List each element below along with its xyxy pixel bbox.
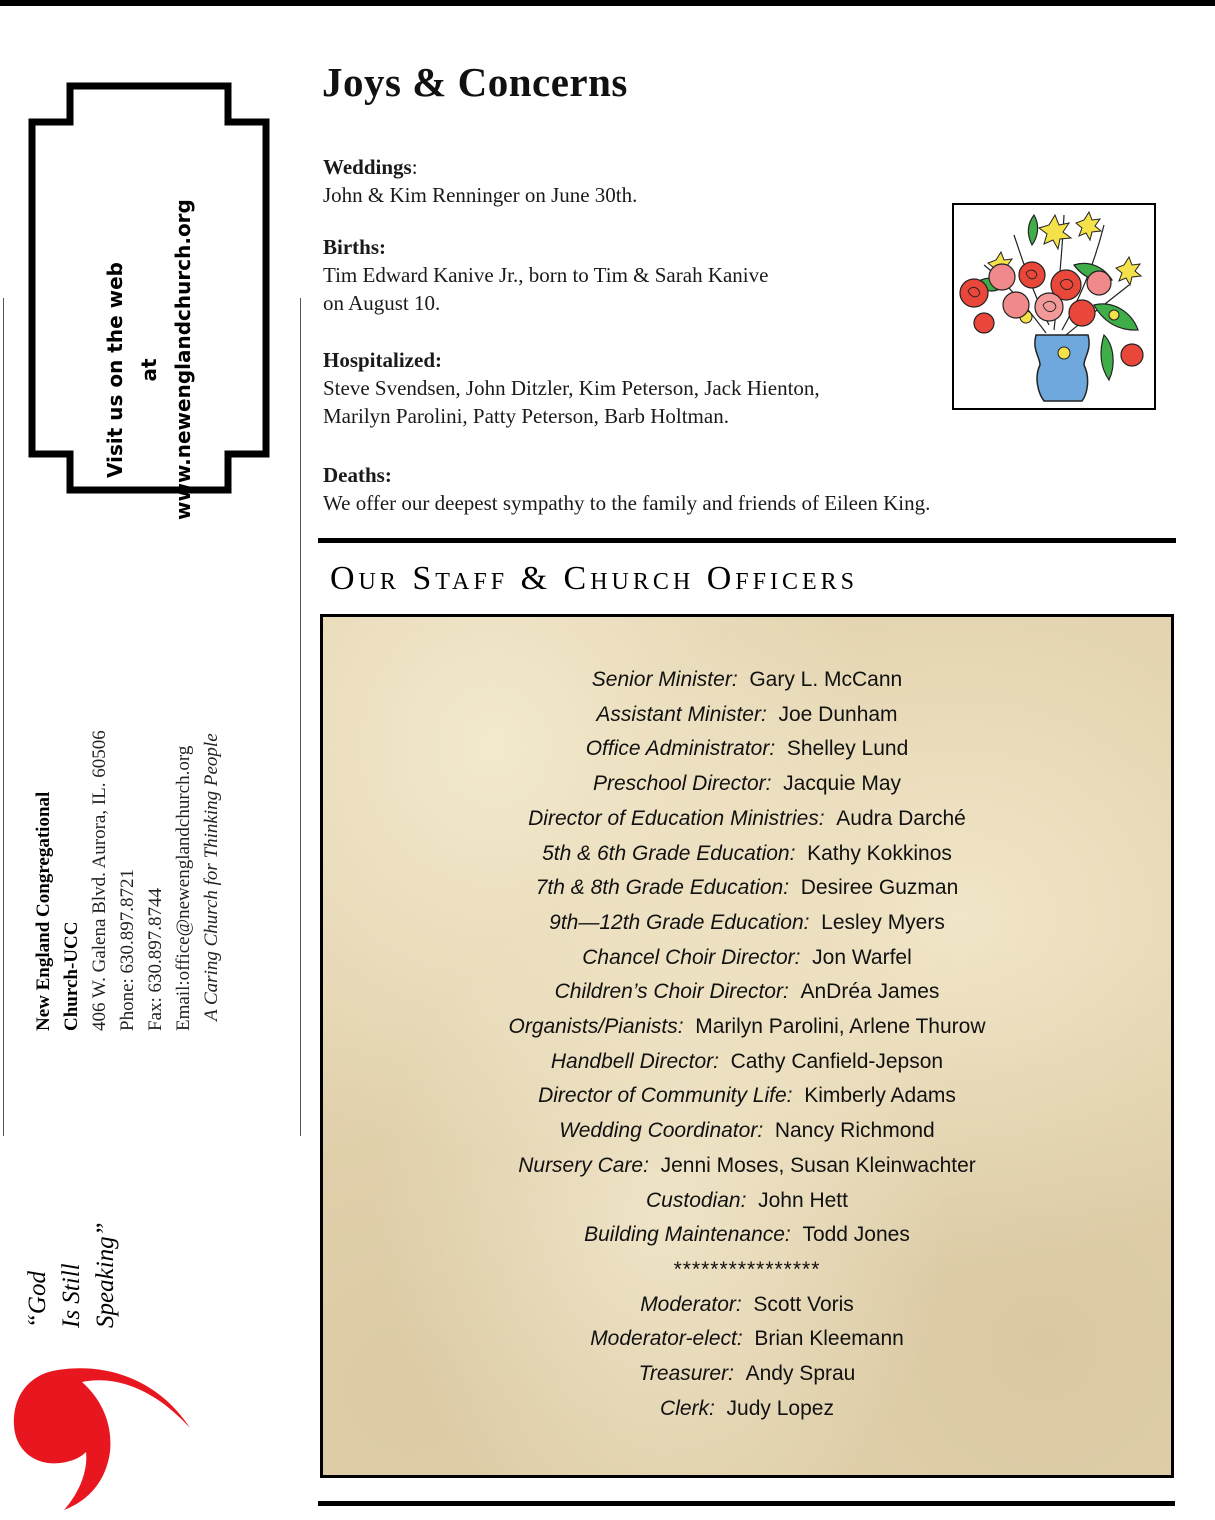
weddings-label: Weddings (323, 155, 412, 179)
weddings-text: John & Kim Renninger on June 30th. (323, 183, 638, 207)
staff-row-role: Wedding Coordinator: (559, 1119, 764, 1143)
staff-row-role: Custodian: (646, 1188, 747, 1212)
staff-row-name: Shelley Lund (786, 737, 909, 761)
contact-block (30, 651, 226, 1031)
staff-row (323, 1079, 1171, 1114)
officer-row-name: Judy Lopez (726, 1396, 834, 1420)
staff-row-role: Nursery Care: (518, 1153, 649, 1177)
officer-row-name: Scott Voris (753, 1292, 854, 1316)
church-phone: Phone: 630.897.8721 (117, 868, 138, 1031)
staff-row-role: Senior Minister: (591, 668, 738, 691)
staff-row (323, 767, 1171, 802)
staff-row-role: Assistant Minister: (596, 702, 767, 726)
joys-title: Joys & Concerns (322, 59, 628, 105)
officer-row-name: Andy Sprau (745, 1362, 856, 1386)
slogan (21, 1208, 123, 1328)
website-link[interactable]: www.newenglandchurch.org (171, 199, 195, 520)
staff-row-name: Marilyn Parolini, Arlene Thurow (695, 1015, 986, 1039)
weddings-colon: : (411, 155, 418, 179)
staff-row-name: Todd Jones (802, 1223, 910, 1247)
officer-row (323, 1322, 1171, 1357)
staff-row (323, 663, 1171, 698)
church-email[interactable]: Email:office@newenglandchurch.org (173, 745, 194, 1031)
staff-row-role: Director of Education Ministries: (528, 806, 825, 830)
staff-row-role: Building Maintenance: (584, 1223, 791, 1247)
staff-row-role: Organists/Pianists: (508, 1015, 684, 1039)
comma-logo-icon (10, 1340, 195, 1520)
web-badge-line1: Visit us on the web (103, 262, 127, 478)
staff-row-name: Nancy Richmond (774, 1119, 935, 1143)
officer-row-role: Moderator-elect: (590, 1327, 743, 1351)
hospitalized-label: Hospitalized: (323, 348, 442, 372)
sidebar-divider (300, 298, 301, 1136)
officer-row (323, 1392, 1171, 1427)
slogan-line3: Speaking” (92, 1222, 119, 1328)
slogan-line2: Is Still (58, 1263, 85, 1328)
web-badge-line2: at (137, 358, 161, 382)
staff-row (323, 1149, 1171, 1184)
slogan-line1: “God (24, 1271, 51, 1328)
deaths-text: We offer our deepest sympathy to the family and friends of Eileen King. (323, 491, 931, 515)
staff-row (323, 975, 1171, 1010)
staff-row-role: Children’s Choir Director: (554, 980, 789, 1004)
staff-row (323, 837, 1171, 872)
church-name: New England Congregational (33, 791, 54, 1031)
staff-row-role: 9th—12th Grade Education: (549, 910, 810, 934)
staff-row-name: Audra Darché (836, 806, 966, 830)
staff-row (323, 1184, 1171, 1219)
officer-row-role: Moderator: (640, 1292, 742, 1316)
staff-row-name: Gary L. McCann (749, 668, 903, 691)
staff-row-name: Joe Dunham (778, 702, 898, 726)
staff-row (323, 871, 1171, 906)
flower-bouquet-frame (952, 203, 1156, 410)
hospitalized-line2: Marilyn Parolini, Patty Peterson, Barb Holtman. (323, 404, 729, 428)
staff-row (323, 1114, 1171, 1149)
top-rule (0, 0, 1215, 6)
web-badge (28, 82, 270, 520)
weddings-section (323, 153, 943, 209)
staff-row (323, 732, 1171, 767)
staff-row-name: Jacquie May (783, 772, 902, 796)
officer-row-role: Clerk: (660, 1396, 715, 1420)
bottom-rule (318, 1501, 1175, 1506)
officer-row-role: Treasurer: (638, 1362, 734, 1386)
church-name-suffix: Church-UCC (61, 921, 82, 1031)
section-rule (318, 538, 1176, 543)
staff-row (323, 941, 1171, 976)
births-line1: Tim Edward Kanive Jr., born to Tim & Sarah Kanive (323, 263, 769, 287)
staff-row (323, 1218, 1171, 1253)
staff-row (323, 802, 1171, 837)
births-line2: on August 10. (323, 291, 441, 315)
staff-title: Our Staff & Church Officers (330, 560, 858, 597)
staff-row-name: Jon Warfel (812, 945, 912, 969)
staff-row-role: 5th & 6th Grade Education: (542, 841, 796, 865)
births-section (323, 233, 943, 317)
church-tagline: A Caring Church for Thinking People (201, 733, 222, 1021)
staff-panel (320, 614, 1174, 1478)
staff-list (323, 663, 1171, 1426)
staff-row (323, 1045, 1171, 1080)
staff-row-name: AnDréa James (800, 980, 940, 1004)
staff-row-name: Desiree Guzman (800, 876, 959, 900)
officer-row (323, 1288, 1171, 1323)
staff-separator: **************** (673, 1257, 821, 1281)
staff-row-role: Director of Community Life: (538, 1084, 793, 1108)
staff-row-role: Office Administrator: (585, 737, 776, 761)
officer-row-name: Brian Kleemann (754, 1327, 904, 1351)
staff-row-name: Lesley Myers (821, 910, 945, 934)
flower-bouquet-icon (954, 205, 1154, 408)
staff-row-name: Kimberly Adams (804, 1084, 956, 1108)
staff-row (323, 906, 1171, 941)
staff-row-name: Jenni Moses, Susan Kleinwachter (660, 1153, 976, 1177)
staff-row-role: Preschool Director: (592, 772, 772, 796)
hospitalized-line1: Steve Svendsen, John Ditzler, Kim Peterson, Jack Hienton, (323, 376, 820, 400)
officer-row (323, 1357, 1171, 1392)
staff-row-name: John Hett (758, 1188, 848, 1212)
deaths-section (323, 461, 1083, 517)
church-fax: Fax: 630.897.8744 (145, 887, 166, 1031)
staff-row (323, 698, 1171, 733)
hospitalized-section (323, 346, 943, 430)
staff-row-name: Kathy Kokkinos (807, 841, 952, 865)
church-address: 406 W. Galena Blvd. Aurora, IL. 60506 (89, 730, 110, 1031)
staff-row-role: Handbell Director: (550, 1049, 719, 1073)
births-label: Births: (323, 235, 386, 259)
staff-row-name: Cathy Canfield-Jepson (730, 1049, 944, 1073)
staff-row-role: Chancel Choir Director: (582, 945, 801, 969)
left-divider (3, 298, 4, 1136)
staff-row-role: 7th & 8th Grade Education: (535, 876, 790, 900)
deaths-label: Deaths: (323, 463, 392, 487)
staff-row (323, 1010, 1171, 1045)
